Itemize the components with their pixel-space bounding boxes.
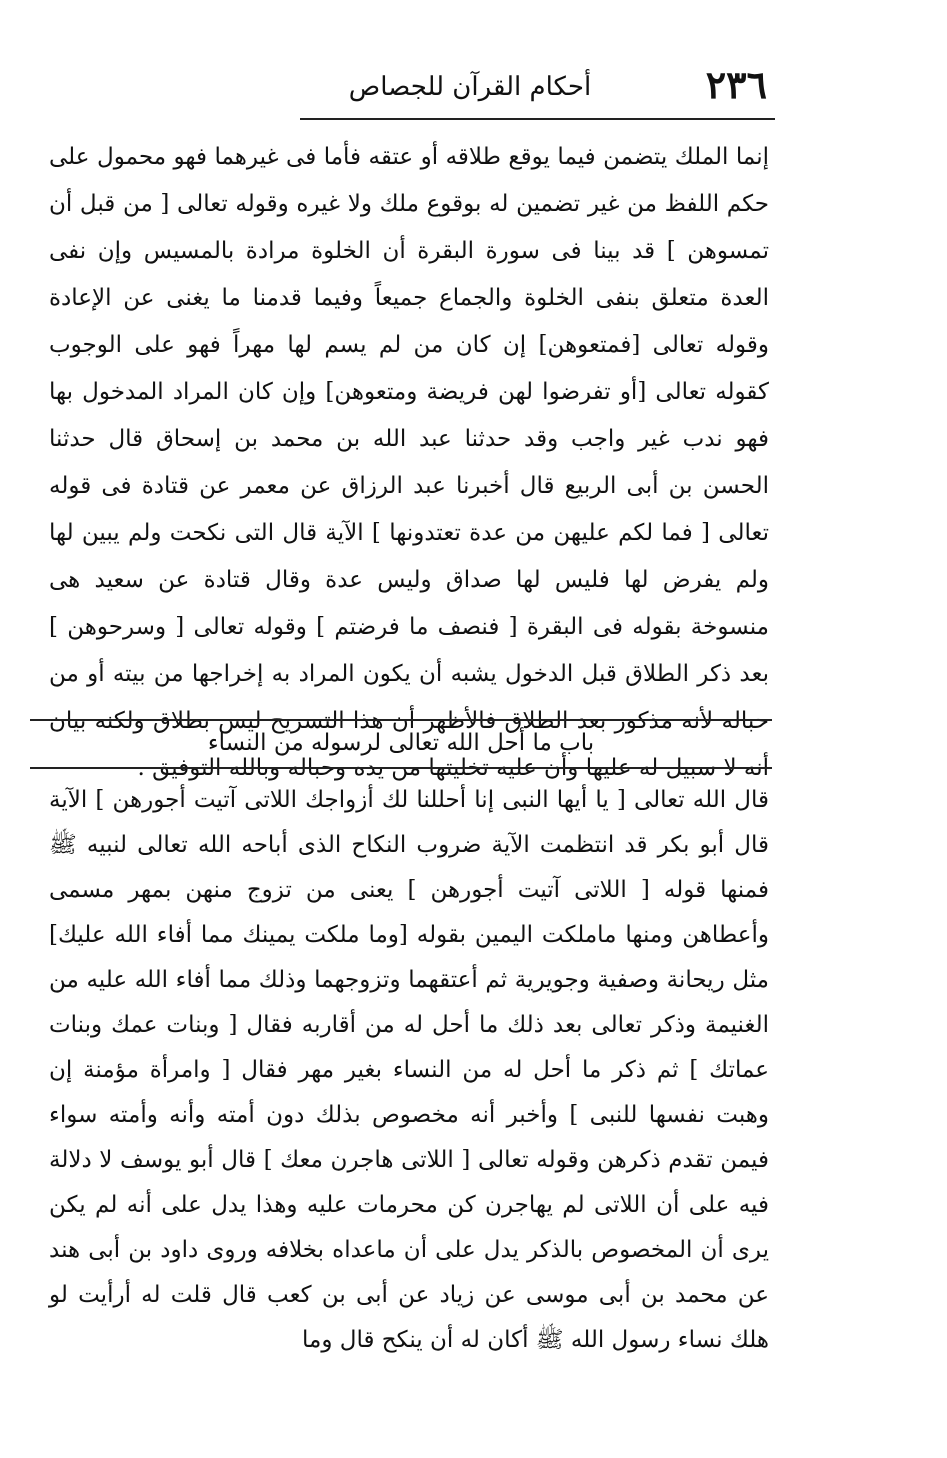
section-heading: باب ما أحل الله تعالى لرسوله من النساء [207,730,595,756]
section-divider-top [30,719,772,721]
running-header [300,58,775,120]
body-paragraph: إنما الملك يتضمن فيما يوقع طلاقه أو عتقه فأما فى غيرهما فهو محمول على حكم اللفظ من غير تضمين له بوقوع ملك ولا غيره وقوله تعالى [ من قبل أن تمسوهن ] قد بينا فى سورة البقرة أن الخلوة مرادة بالمسيس وإن نفى العدة متعلق بنفى الخلوة والجماع جميعاً وفيما قدمنا ما يغنى عن الإعادة وقوله تعالى [فمتعوهن] إن كان من لم يسم لها مهراً فهو على الوجوب كقوله تعالى [أو تفرضوا لهن فريضة ومتعوهن] وإن كان المراد المدخول بها فهو ندب غير واجب وقد حدثنا عبد الله بن محمد بن إسحاق قال حدثنا الحسن بن أبى الربيع قال أخبرنا عبد الرزاق عن معمر عن قتادة فى قوله تعالى [ فما لكم عليهن من عدة تعتدونها ] الآية قال التى نكحت ولم يبين لها ولم يفرض لها فليس لها صداق وليس عدة وقال قتادة عن سعيد هى منسوخة بقوله فى البقرة [ فنصف ما فرضتم ] وقوله تعالى [ وسرحوهن ] بعد ذكر الطلاق قبل الدخول يشبه أن يكون المراد به إخراجها من بيته أو من حباله لأنه مذكور بعد الطلاق فالأظهر أن هذا التسريح ليس بطلاق ولكنه بيان أنه لا سبيل له عليها وأن عليه تخليتها من يده وحباله وبالله التوفيق . [49,144,769,781]
book-title: أحكام القرآن للجصاص [348,72,592,102]
section-body-text-block [49,778,769,1353]
section-divider-bottom [30,767,772,769]
page-number: ٢٣٦ [705,62,767,107]
body-paragraph: قال الله تعالى [ يا أيها النبى إنا أحللنا لك أزواجك اللاتى آتيت أجورهن ] الآية قال أبو بكر قد انتظمت الآية ضروب النكاح الذى أباحه الله تعالى لنبيه ﷺ فمنها قوله [ اللاتى آتيت أجورهن ] يعنى من تزوج منهن بمهر مسمى وأعطاهن ومنها ماملكت اليمين بقوله [وما ملكت يمينك مما أفاء الله عليك] مثل ريحانة وصفية وجويرية ثم أعتقهما وتزوجهما وذلك مما أفاء الله عليه من الغنيمة وذكر تعالى بعد ذلك ما أحل له من أقاربه فقال [ وبنات عمك وبنات عماتك ] ثم ذكر ما أحل له من النساء بغير مهر فقال [ وامرأة مؤمنة إن وهبت نفسها للنبى ] وأخبر أنه مخصوص بذلك دون أمته وأنه وأمته سواء فيمن تقدم ذكرهن وقوله تعالى [ اللاتى هاجرن معك ] قال أبو يوسف لا دلالة فيه على أن اللاتى لم يهاجرن كن محرمات عليه وهذا يدل على أنه لم يكن يرى أن المخصوص بالذكر يدل على أن ماعداه بخلافه وروى داود بن أبى هند عن محمد بن أبى موسى عن زياد عن أبى بن كعب قال قلت له أرأيت لو هلك نساء رسول الله ﷺ أكان له أن ينكح قال وما [49,787,769,1353]
